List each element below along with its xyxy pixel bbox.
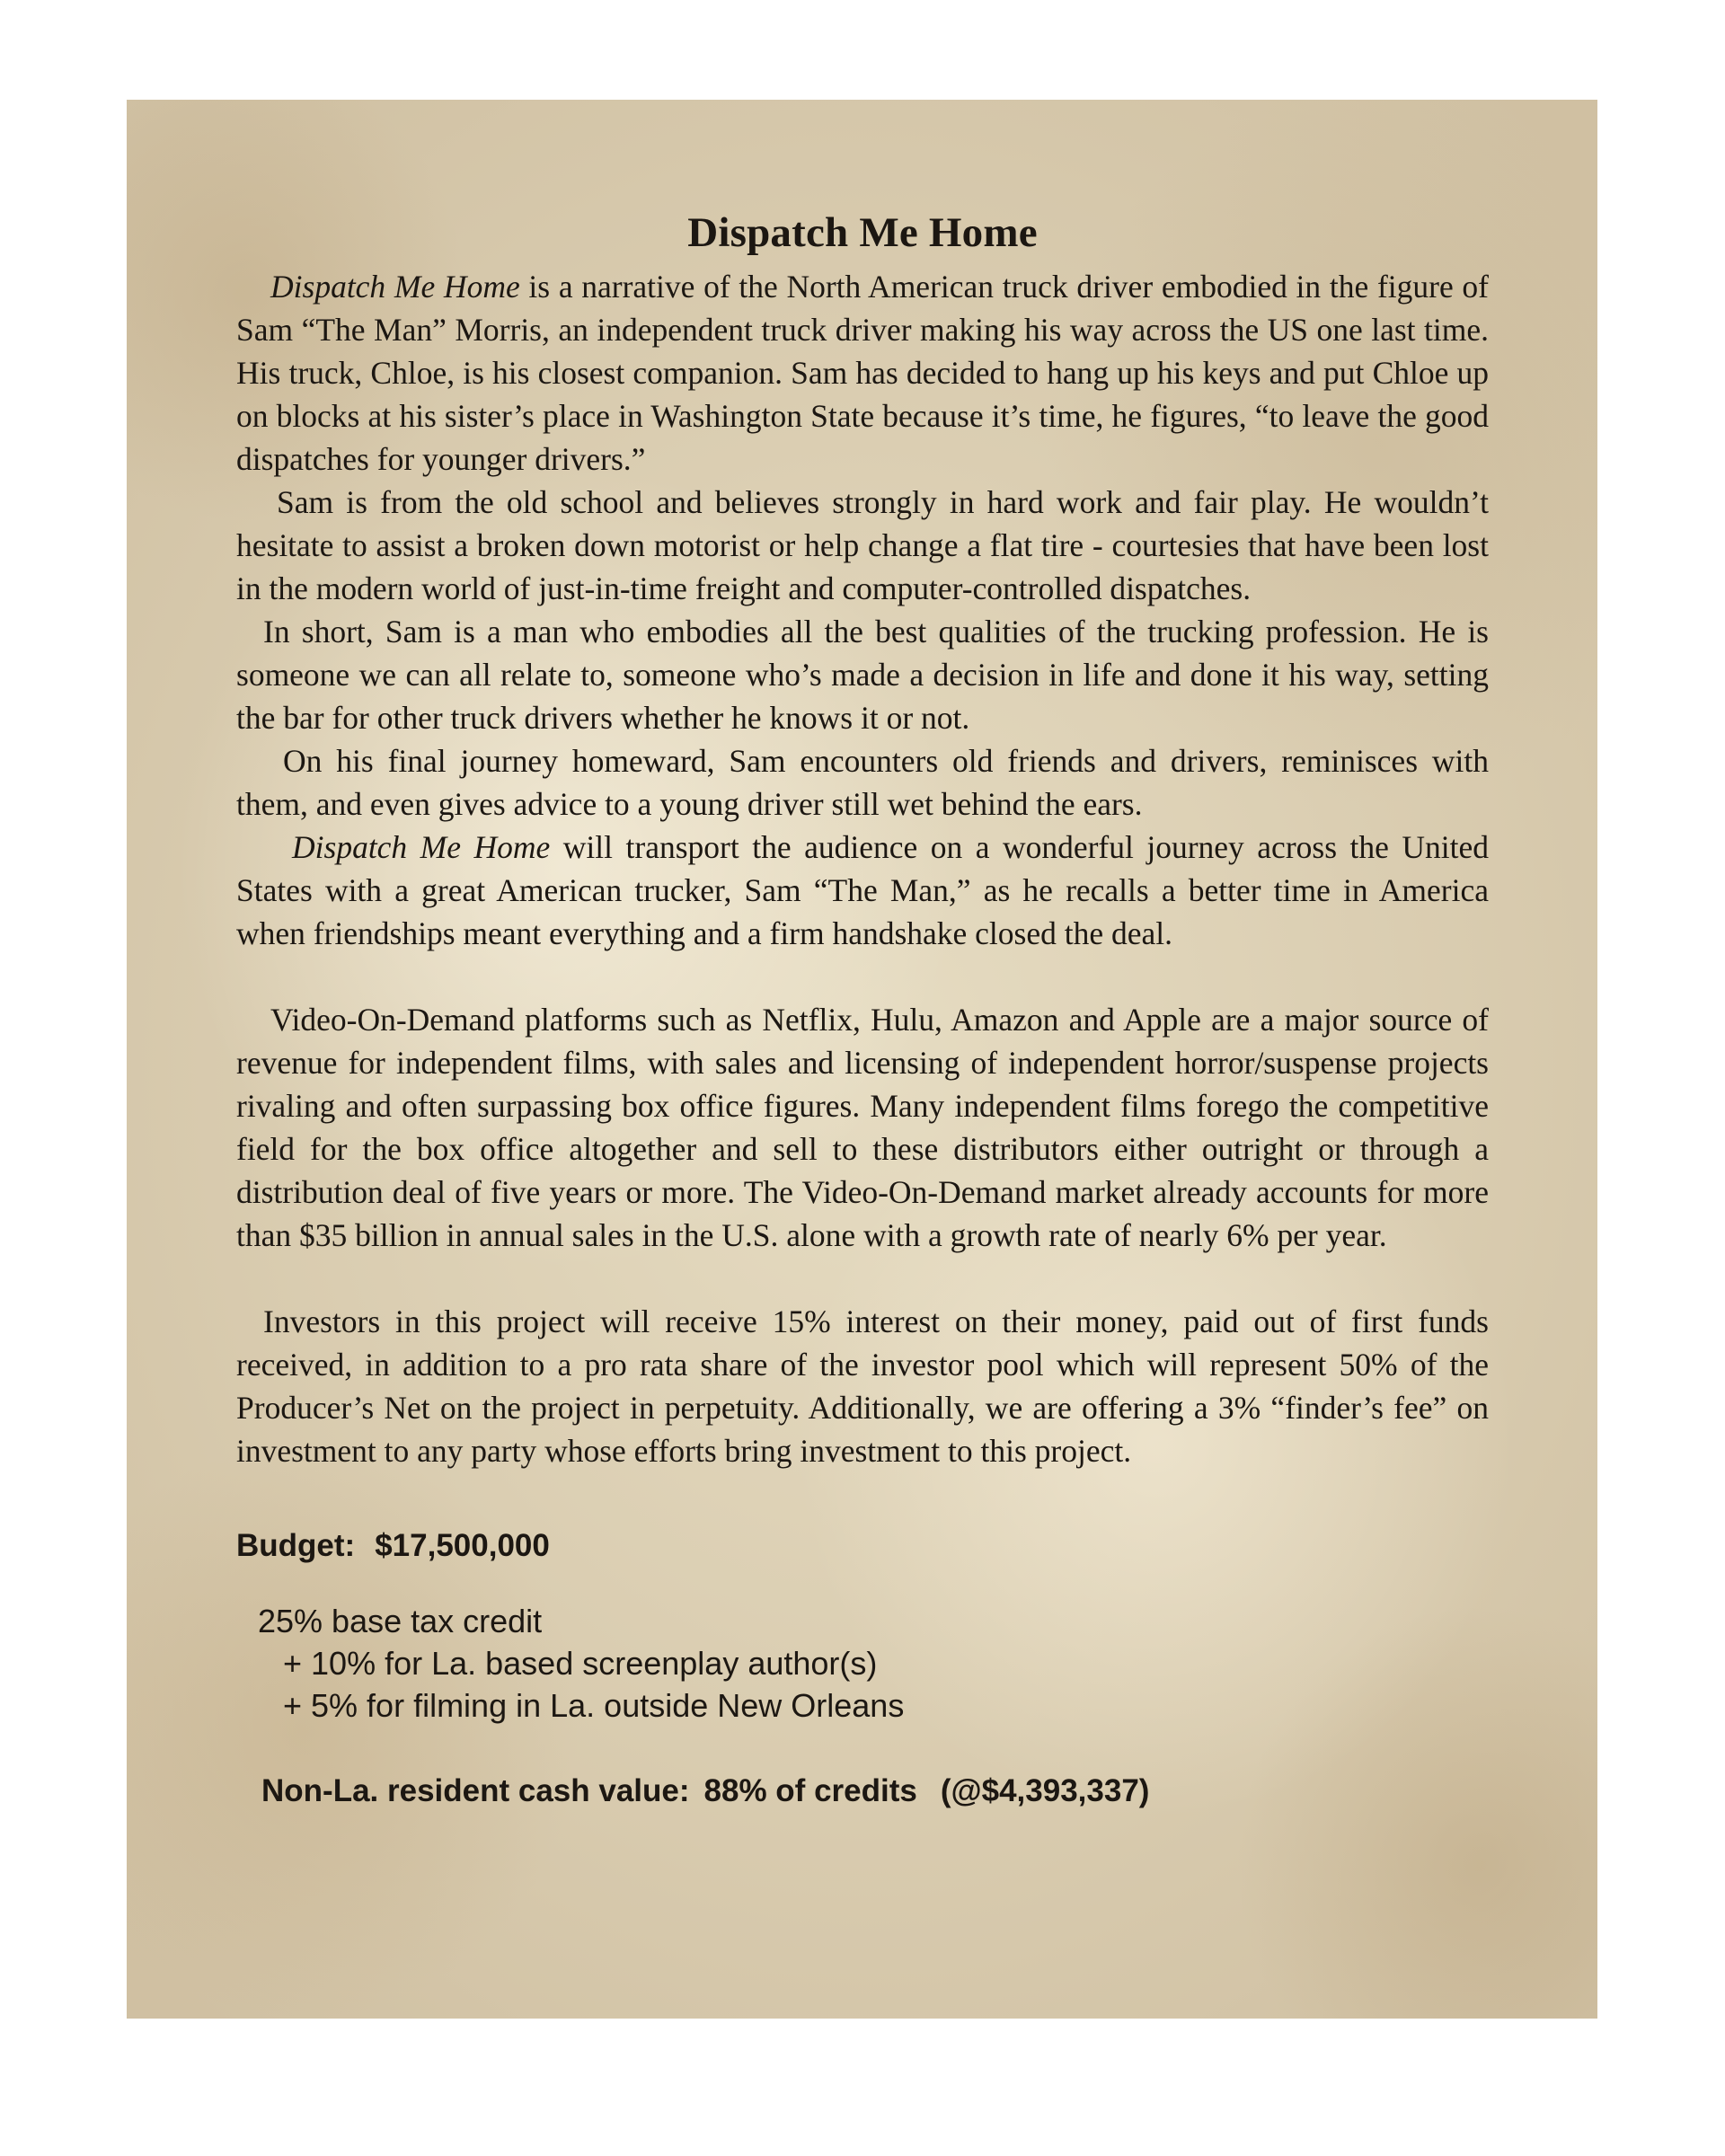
investor-paragraph: Investors in this project will receive 15% interest on their money, paid out of first funds received, in addition to a pro rata share of the investor pool which will represent 50% of the Producer’s Net on the project in perpetuity. Additionally, we are offering a 3% “finder’s fee” on investment to any party whose efforts bring investment to this project.	[236, 1303, 1489, 1470]
budget-line	[236, 1524, 1489, 1568]
film-title-italic: Dispatch Me Home	[292, 829, 551, 866]
budget-amount: $17,500,000	[375, 1528, 550, 1564]
film-title-italic: Dispatch Me Home	[270, 269, 520, 305]
cash-value-amount: (@$4,393,337)	[940, 1773, 1150, 1809]
synopsis-paragraph-1-text: is a narrative of the North American truck driver embodied in the figure of Sam “The Man” Morris, an independent truck driver making his way across the US one last time. His truck, Chloe, is his closest companion. Sam has decided to hang up his keys and put Chloe up on blocks at his sister’s place in Washington State because it’s time, he figures, “to leave the good dispatches for younger drivers.”	[236, 269, 1489, 478]
document-content	[236, 208, 1489, 1813]
cash-value-percent: 88% of credits	[703, 1773, 917, 1809]
vod-paragraph: Video-On-Demand platforms such as Netflix, Hulu, Amazon and Apple are a major source of revenue for independent films, with sales and licensing of independent horror/suspense projects rivaling and often surpassing box office figures. Many independent films forego the competitive field for the box office altogether and sell to these distributors either outright or through a distribution deal of five years or more. The Video-On-Demand market already accounts for more than $35 billion in annual sales in the U.S. alone with a growth rate of nearly 6% per year.	[236, 1002, 1489, 1254]
synopsis-paragraph-1	[236, 265, 1489, 481]
document-title: Dispatch Me Home	[687, 209, 1038, 256]
tax-credit-base: 25% base tax credit	[258, 1603, 543, 1640]
tax-credit-location-bonus: + 5% for filming in La. outside New Orleans	[283, 1687, 905, 1725]
synopsis-paragraph-5	[236, 826, 1489, 955]
synopsis-paragraph-2: Sam is from the old school and believes strongly in hard work and fair play. He wouldn’t hesitate to assist a broken down motorist or help change a flat tire - courtesies that have been lost in the modern world of just-in-time freight and computer-controlled dispatches.	[236, 484, 1489, 607]
tax-credit-list	[236, 1600, 1489, 1727]
synopsis-paragraph-3: In short, Sam is a man who embodies all the best qualities of the trucking profession. He is someone we can all relate to, someone who’s made a decision in life and done it his way, setting the bar for other truck drivers whether he knows it or not.	[236, 614, 1489, 737]
tax-credit-author-bonus: + 10% for La. based screenplay author(s)	[283, 1645, 878, 1683]
cash-value-line	[236, 1770, 1489, 1813]
synopsis-section	[236, 265, 1489, 1472]
budget-label: Budget:	[236, 1528, 356, 1564]
synopsis-paragraph-4: On his final journey homeward, Sam encounters old friends and drivers, reminisces with them, and even gives advice to a young driver still wet behind the ears.	[236, 743, 1489, 823]
synopsis-paragraph-5-text: will transport the audience on a wonderful journey across the United States with a great American trucker, Sam “The Man,” as he recalls a better time in America when friendships meant everything and a firm handshake closed the deal.	[236, 829, 1489, 952]
aged-paper-background	[127, 100, 1597, 2019]
cash-value-label: Non-La. resident cash value:	[261, 1773, 690, 1809]
